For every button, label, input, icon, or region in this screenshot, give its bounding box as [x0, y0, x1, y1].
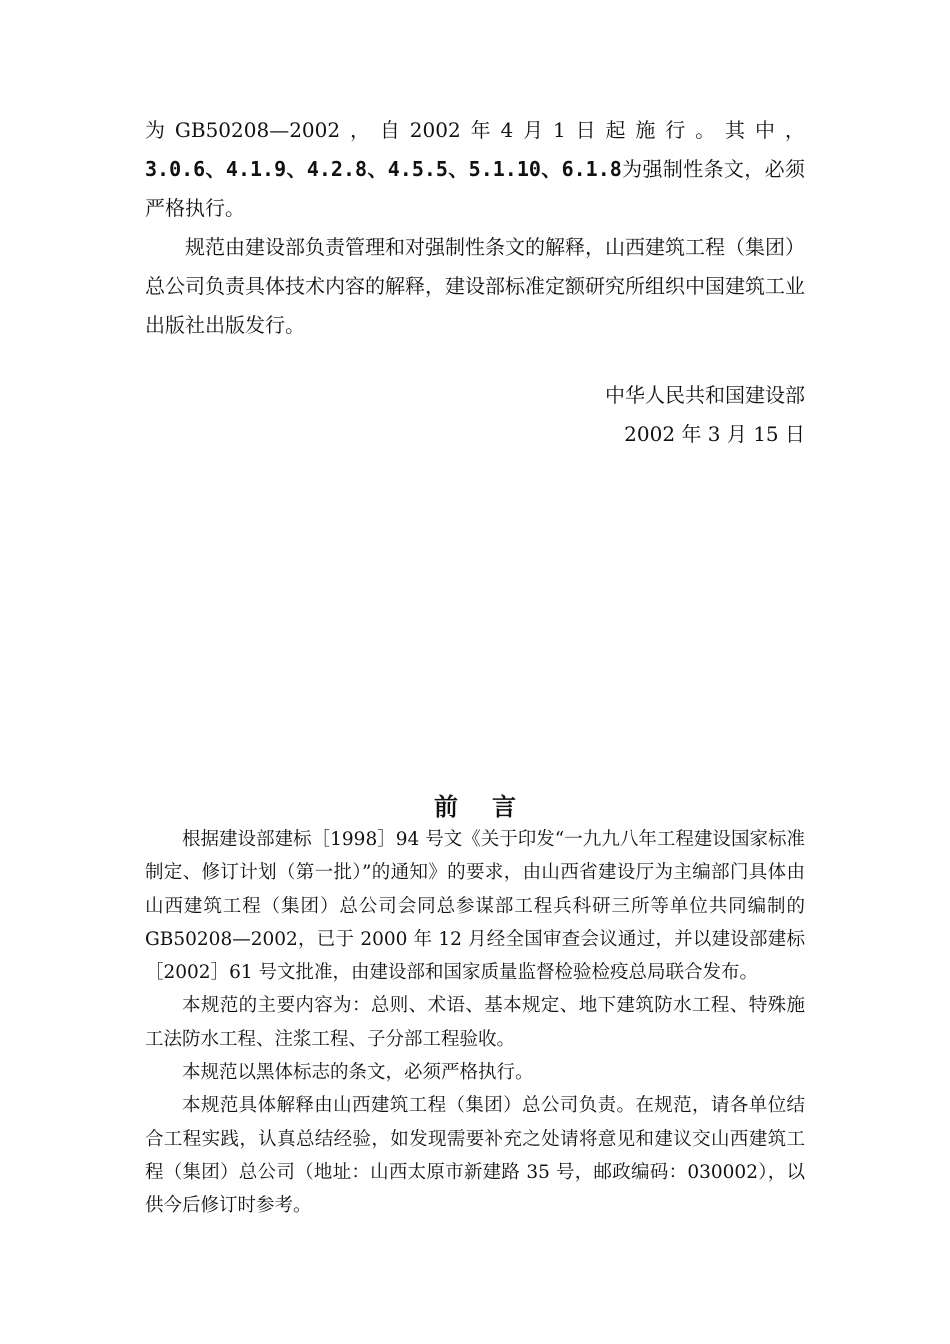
text-token: 行 [665, 118, 686, 142]
text-token: 其 [725, 118, 746, 142]
responsibility-paragraph: 规范由建设部负责管理和对强制性条文的解释，山西建筑工程（集团）总公司负责具体技术内容的解释，建设部标准定额研究所组织中国建筑工业出版社出版发行。 [145, 235, 805, 337]
mandatory-clause-numbers: 3.0.6、4.1.9、4.2.8、4.5.5、5.1.10、6.1.8 [145, 157, 622, 181]
preface-body [145, 823, 805, 1223]
text-token: ， [349, 118, 370, 142]
text-token: 中 [754, 118, 775, 142]
text-token: 2002 [409, 118, 461, 142]
announcement-text [145, 111, 805, 345]
signature-block [605, 376, 805, 454]
issuing-organization: 中华人民共和国建设部 [605, 383, 805, 407]
text-token: 年 [470, 118, 491, 142]
text-token: 月 [523, 118, 544, 142]
effective-date-line [145, 111, 805, 150]
text-token: 施 [635, 118, 656, 142]
preface-paragraph-background: 根据建设部建标［1998］94 号文《关于印发“一九九八年工程建设国家标准制定、修订计划（第一批）”的通知》的要求，由山西省建设厅为主编部门具体由山西建筑工程（集团）总公司会同总参谋部工程兵科研三所等单位共同编制的 GB50208—2002，已于 2000 年 12 月经全国审查会议通过，并以建设部建标［2002］61 号文批准，由建设部和国家质量监督检验检疫总局联合发布。 [145, 829, 805, 984]
mandatory-clause-note: 为强制性条文，必须严格执行。 [145, 157, 805, 220]
preface-paragraph-contact: 本规范具体解释由山西建筑工程（集团）总公司负责。在规范，请各单位结合工程实践，认真总结经验，如发现需要补充之处请将意见和建议交山西建筑工程（集团）总公司（地址：山西太原市新建路 35 号，邮政编码：030002），以供今后修订时参考。 [145, 1095, 805, 1217]
text-token: 日 [575, 118, 596, 142]
text-token: 自 [379, 118, 400, 142]
preface-paragraph-mandatory: 本规范以黑体标志的条文，必须严格执行。 [182, 1062, 534, 1084]
preface-heading: 前言 [434, 793, 550, 821]
text-token: 起 [605, 118, 626, 142]
text-token: 4 [500, 118, 514, 142]
text-token: GB50208—2002 [174, 118, 341, 142]
mandatory-clauses-paragraph [145, 150, 805, 228]
text-token: 为 [145, 118, 165, 142]
preface-paragraph-contents: 本规范的主要内容为：总则、术语、基本规定、地下建筑防水工程、特殊施工法防水工程、注浆工程、子分部工程验收。 [145, 995, 805, 1050]
text-token: 1 [552, 118, 566, 142]
text-token: ， [784, 118, 805, 142]
text-token: 。 [695, 118, 716, 142]
issue-date: 2002 年 3 月 15 日 [624, 422, 805, 446]
